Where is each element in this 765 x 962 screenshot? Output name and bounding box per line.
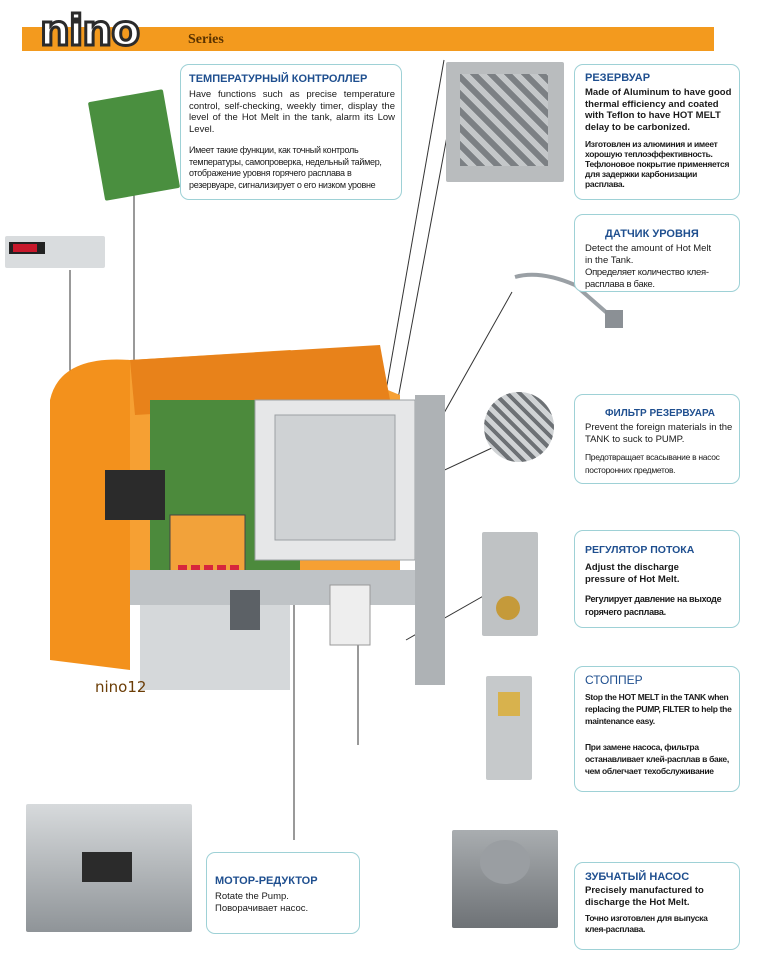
gear-pump-ru: Точно изготовлен для выпуска клея-расплава. xyxy=(585,913,708,934)
stopper-image xyxy=(486,676,532,780)
flow-regulator-title: РЕГУЛЯТОР ПОТОКА xyxy=(585,544,695,556)
motor-image xyxy=(26,804,192,932)
flow-regulator-image xyxy=(482,532,538,636)
tank-filter-callout xyxy=(574,394,740,484)
temperature-controller-callout xyxy=(180,64,402,200)
level-sensor-en: Detect the amount of Hot Melt in the Tank. xyxy=(585,243,712,266)
tank-filter-image xyxy=(484,392,554,462)
gear-pump-callout xyxy=(574,862,740,950)
reservoir-ru: Изготовлен из алюминия и имеет хорошую теплоэффективность. Тефлоновое покрытие применяется для задержки карбонизации расплава. xyxy=(585,139,730,189)
level-sensor-ru: Определяет количество клея-расплава в баке. xyxy=(585,267,709,290)
motor-callout xyxy=(206,852,360,934)
gear-pump-en: Precisely manufactured to discharge the Hot Melt. xyxy=(585,885,704,908)
machine-illustration xyxy=(40,340,450,720)
level-sensor-callout xyxy=(574,214,740,292)
reservoir-image xyxy=(446,62,564,182)
series-label: Series xyxy=(188,32,224,47)
temperature-controller-title: ТЕМПЕРАТУРНЫЙ КОНТРОЛЛЕР xyxy=(189,73,368,85)
motor-title: МОТОР-РЕДУКТОР xyxy=(215,875,318,887)
tank-filter-en: Prevent the foreign materials in the TANK to suck to PUMP. xyxy=(585,422,733,445)
tank-filter-title: ФИЛЬТР РЕЗЕРВУАРА xyxy=(605,408,715,419)
reservoir-title: РЕЗЕРВУАР xyxy=(585,72,651,84)
flow-regulator-callout xyxy=(574,530,740,628)
motor-en: Rotate the Pump. xyxy=(215,891,289,902)
stopper-ru: При замене насоса, фильтра останавливает клей-расплав в баке, чем облегчает техобслуживание xyxy=(585,742,729,776)
reservoir-callout xyxy=(574,64,740,200)
tank-filter-ru: Предотвращает всасывание в насос посторонних предметов. xyxy=(585,452,720,475)
stopper-en: Stop the HOT MELT in the TANK when replacing the PUMP, FILTER to help the maintenance easy. xyxy=(585,692,732,726)
flow-regulator-en: Adjust the discharge pressure of Hot Melt. xyxy=(585,562,680,585)
flow-regulator-ru: Регулирует давление на выходе горячего расплава. xyxy=(585,594,722,617)
gear-pump-title: ЗУБЧАТЫЙ НАСОС xyxy=(585,871,690,883)
temperature-controller-ru: Имеет такие функции, как точный контроль температуры, самопроверка, недельный таймер, отображение уровня горячего расплава в резервуаре, сигнализирует о его низком уровне xyxy=(189,145,382,190)
stopper-callout xyxy=(574,666,740,792)
level-sensor-title: ДАТЧИК УРОВНЯ xyxy=(605,228,699,240)
control-panel-image xyxy=(5,236,105,268)
gear-pump-image xyxy=(452,830,558,928)
stopper-title: СТОППЕР xyxy=(585,673,643,687)
temperature-controller-en: Have functions such as precise temperature control, self-checking, weekly timer, display the level of the Hot Melt in the tank, alarm its Low Level. xyxy=(189,89,395,135)
motor-ru: Поворачивает насос. xyxy=(215,903,309,914)
brand-logo: nino xyxy=(40,6,140,55)
reservoir-en: Made of Aluminum to have good thermal efficiency and coated with Teflon to have HOT MELT delay to be carbonized. xyxy=(585,87,732,133)
machine-side-label: nino12 xyxy=(95,678,147,696)
